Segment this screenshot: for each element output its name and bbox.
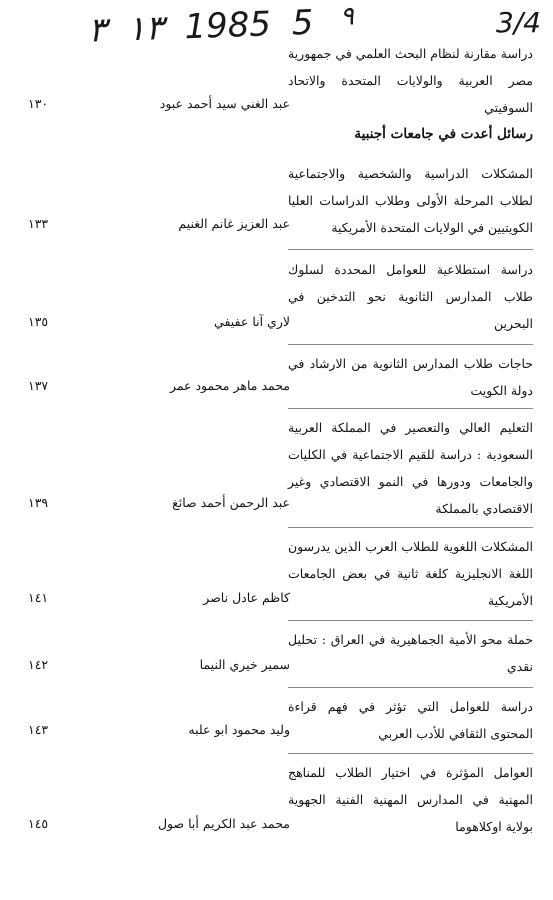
entry-author: محمد عبد الكريم أبا صول [157,816,290,831]
entry-title: المشكلات اللغوية للطلاب العرب الذين يدرسون اللغة الانجليزية كلغة ثانية في بعض الجامعات الأمريكية [288,539,533,608]
entry-page-number: ١٤٥ [28,816,49,831]
divider [288,344,533,345]
entry-page-number: ١٣٩ [28,495,49,510]
handwritten-mark: ٩ [339,1,355,32]
entry-author: عبد الرحمن أحمد صائغ [172,495,290,510]
entry-title: العوامل المؤثرة في اختيار الطلاب للمناهج المهنية في المدارس المهنية الفنية الجهوية بولاية اوكلاهوما [288,765,533,834]
entry-title: التعليم العالي والتعصير في المملكة العربية السعودية : دراسة للقيم الاجتماعية في الكليات والجامعات ودورها في النمو الاقتصادي وغير الاقتصادي بالمملكة [288,420,533,516]
entry-page-number: ١٣٥ [28,314,49,329]
entry-title: المشكلات الدراسية والشخصية والاجتماعية لطلاب المرحلة الأولى وطلاب الدراسات العليا الكويتيين في الولايات المتحدة الأمريكية [288,166,533,235]
divider [288,753,533,754]
handwritten-month: 5 [291,2,315,44]
entry-author: محمد ماهر محمود عمر [169,378,290,393]
corner-page-mark: 3/4 [495,6,541,39]
entry-author: عبد العزيز غانم الغنيم [178,216,290,231]
entry-page-number: ١٣٣ [28,216,49,231]
section-heading: رسائل أعدت في جامعات أجنبية [354,126,533,142]
divider [288,249,533,250]
divider [288,408,533,409]
entry-page-number: ١٣٠ [28,96,49,111]
entry-title: دراسة استطلاعية للعوامل المحددة لسلوك طلاب المدارس الثانوية نحو التدخين في البحرين [288,262,533,331]
entry-title: دراسة مقارنة لنظام البحث العلمي في جمهورية مصر العربية والولايات المتحدة والاتحاد السوفيتي [288,46,533,115]
divider [288,620,533,621]
entry-author: سمير خيري النيما [199,657,290,672]
entry-author: لاري آنا عفيفي [214,314,290,329]
handwritten-year: 1985 [183,4,272,48]
divider [288,527,533,528]
entry-title: حملة محو الأمية الجماهيرية في العراق : تحليل نقدي [288,632,533,674]
handwritten-code-2: ٣ [87,10,108,51]
entry-page-number: ١٤٢ [28,657,49,672]
divider [288,687,533,688]
entry-title: حاجات طلاب المدارس الثانوية من الارشاد في دولة الكويت [288,356,533,398]
entry-author: عبد الغني سيد أحمد عبود [159,96,290,111]
entry-author: وليد محمود ابو علبه [188,722,290,737]
entry-page-number: ١٣٧ [28,378,49,393]
entry-page-number: ١٤٣ [28,722,49,737]
entry-author: كاظم عادل ناصر [203,590,290,605]
entry-page-number: ١٤١ [28,590,49,605]
entry-title: دراسة للعوامل التي تؤثر في فهم قراءة المحتوى الثقافي للأدب العربي [288,699,533,741]
handwritten-code-1: ١٣ [126,8,165,50]
